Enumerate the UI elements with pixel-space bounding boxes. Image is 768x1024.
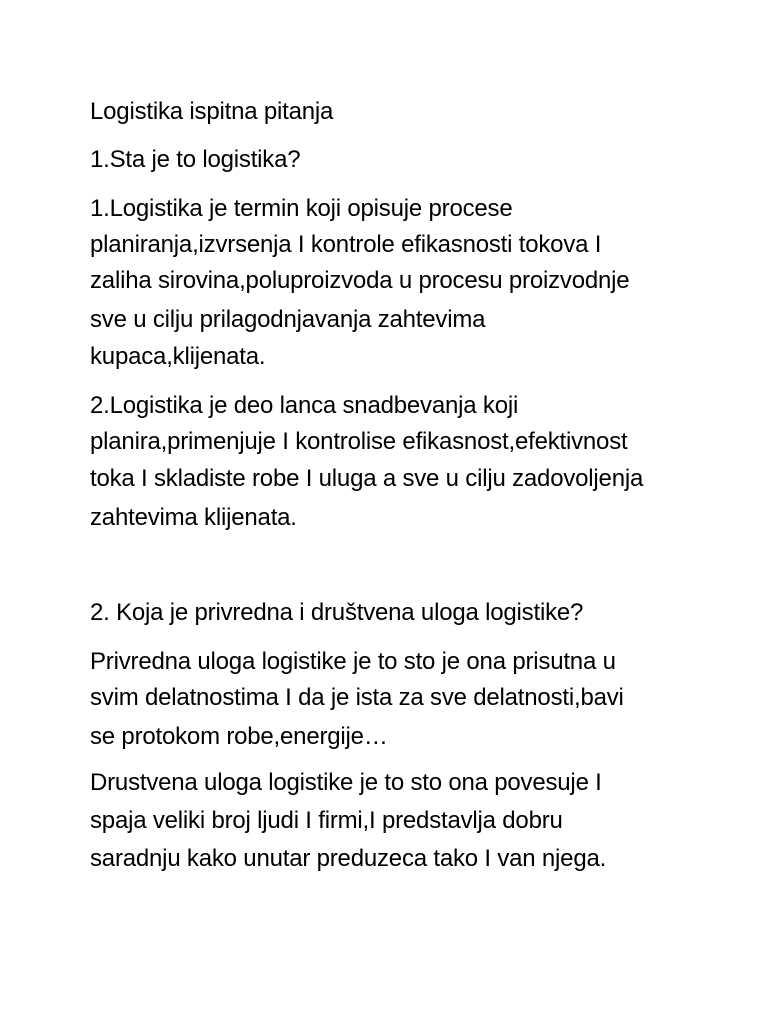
text-line: saradnju kako unutar preduzeca tako I van njega. — [90, 845, 607, 872]
text-line: planiranja,izvrsenja I kontrole efikasnosti tokova I — [90, 231, 602, 258]
text-line: Privredna uloga logistike je to sto je ona prisutna u — [90, 648, 616, 675]
question-2: 2. Koja je privredna i društvena uloga logistike? — [90, 599, 584, 626]
text-line: zaliha sirovina,poluproizvoda u procesu proizvodnje — [90, 267, 630, 294]
page-title: Logistika ispitna pitanja — [90, 98, 334, 125]
text-line: Drustvena uloga logistike je to sto ona povesuje I — [90, 769, 602, 796]
text-line: toka I skladiste robe I uluga a sve u cilju zadovoljenja — [90, 465, 644, 492]
text-line: se protokom robe,energije… — [90, 723, 388, 750]
text-line: spaja veliki broj ljudi I firmi,I predstavlja dobru — [90, 807, 563, 834]
text-line: 1.Logistika je termin koji opisuje procese — [90, 195, 513, 222]
text-line: zahtevima klijenata. — [90, 504, 297, 531]
question-1: 1.Sta je to logistika? — [90, 146, 301, 173]
text-line: 2.Logistika je deo lanca snadbevanja koji — [90, 392, 519, 419]
text-line: svim delatnostima I da je ista za sve delatnosti,bavi — [90, 684, 624, 711]
text-line: sve u cilju prilagodnjavanja zahtevima — [90, 306, 486, 333]
text-line: kupaca,klijenata. — [90, 343, 266, 370]
text-line: planira,primenjuje I kontrolise efikasnost,efektivnost — [90, 428, 628, 455]
